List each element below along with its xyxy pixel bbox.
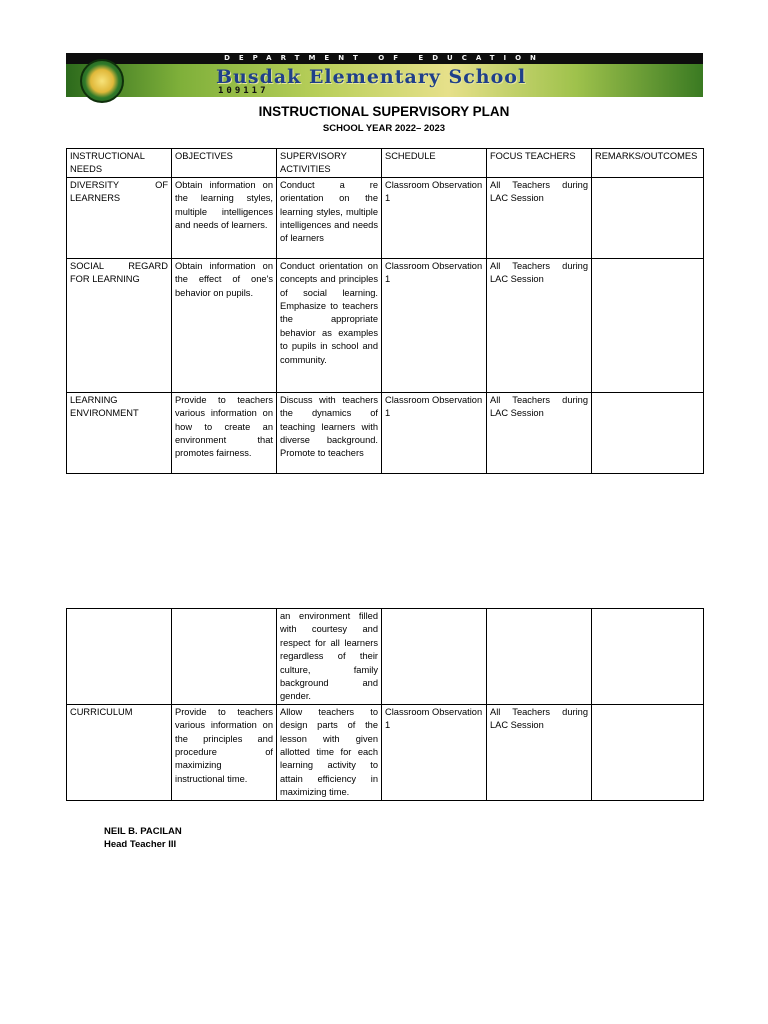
- table-row: [67, 177, 704, 258]
- cell-focus: All Teachers during LAC Session: [487, 177, 592, 258]
- school-seal-icon: [80, 59, 124, 103]
- cell-schedule: Classroom Observation 1: [382, 177, 487, 258]
- cell-activities: Allow teachers to design parts of the lesson with given allotted time for each learning activity to attain efficiency in maximizing time.: [277, 704, 382, 800]
- supervisory-plan-table: [66, 148, 704, 474]
- cell-need: SOCIAL REGARD FOR LEARNING: [67, 258, 172, 392]
- cell-objective: Obtain information on the effect of one's behavior on pupils.: [172, 258, 277, 392]
- department-bar: DEPARTMENT OF EDUCATION: [66, 53, 703, 64]
- cell-objective: Obtain information on the learning styles, multiple intelligences and needs of learners.: [172, 177, 277, 258]
- table-row: [67, 258, 704, 392]
- cell-remarks: [592, 609, 704, 705]
- column-header: REMARKS/OUTCOMES: [592, 149, 704, 178]
- cell-need: LEARNING ENVIRONMENT: [67, 392, 172, 473]
- cell-remarks: [592, 258, 704, 392]
- signatory-position: Head Teacher III: [104, 839, 177, 850]
- cell-schedule: [382, 609, 487, 705]
- school-banner: [66, 53, 703, 97]
- cell-need: CURRICULUM: [67, 704, 172, 800]
- cell-need: [67, 609, 172, 705]
- school-year: SCHOOL YEAR 2022– 2023: [322, 123, 446, 134]
- school-id: 109117: [218, 86, 269, 96]
- cell-remarks: [592, 392, 704, 473]
- supervisory-plan-table-continued: [66, 608, 704, 801]
- cell-objective: Provide to teachers various information on how to create an environment that promotes fairness.: [172, 392, 277, 473]
- cell-remarks: [592, 177, 704, 258]
- cell-activities: an environment filled with courtesy and respect for all learners regardless of their culture, family background and gender.: [277, 609, 382, 705]
- table-row: [67, 609, 704, 705]
- signature-block: [104, 825, 182, 851]
- cell-schedule: Classroom Observation 1: [382, 258, 487, 392]
- cell-focus: All Teachers during LAC Session: [487, 258, 592, 392]
- table-row: [67, 392, 704, 473]
- cell-activities: Discuss with teachers the dynamics of teaching learners with diverse background. Promote to teachers: [277, 392, 382, 473]
- cell-schedule: Classroom Observation 1: [382, 392, 487, 473]
- cell-focus: All Teachers during LAC Session: [487, 704, 592, 800]
- cell-objective: [172, 609, 277, 705]
- page-title: INSTRUCTIONAL SUPERVISORY PLAN: [258, 104, 510, 119]
- signatory-name: NEIL B. PACILAN: [104, 826, 182, 837]
- cell-objective: Provide to teachers various information on the principles and procedure of maximizing instructional time.: [172, 704, 277, 800]
- column-header: INSTRUCTIONAL NEEDS: [67, 149, 172, 178]
- column-header: SUPERVISORY ACTIVITIES: [277, 149, 382, 178]
- cell-need: DIVERSITY OF LEARNERS: [67, 177, 172, 258]
- school-name: Busdak Elementary School: [216, 66, 527, 88]
- column-header: OBJECTIVES: [172, 149, 277, 178]
- cell-focus: All Teachers during LAC Session: [487, 392, 592, 473]
- cell-remarks: [592, 704, 704, 800]
- table-row: [67, 704, 704, 800]
- cell-activities: Conduct a re orientation on the learning styles, multiple intelligences and needs of learners: [277, 177, 382, 258]
- cell-schedule: Classroom Observation 1: [382, 704, 487, 800]
- cell-focus: [487, 609, 592, 705]
- column-header: FOCUS TEACHERS: [487, 149, 592, 178]
- column-header: SCHEDULE: [382, 149, 487, 178]
- table-header-row: [67, 149, 704, 178]
- cell-activities: Conduct orientation on concepts and principles of social learning. Emphasize to teachers the appropriate behavior as examples to pupils in school and community.: [277, 258, 382, 392]
